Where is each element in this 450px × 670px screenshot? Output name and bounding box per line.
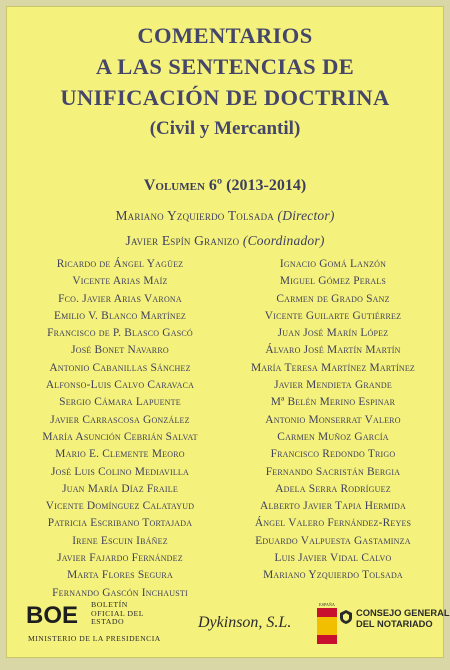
notary-line: CONSEJO GENERAL [356, 608, 450, 618]
author-name: Patricia Escribano Tortajada [47, 517, 193, 530]
book-cover [6, 6, 450, 658]
author-name: Francisco Redondo Trigo [270, 448, 396, 461]
author-name: Juan María Díaz Fraile [62, 482, 178, 495]
volume-label: Volumen 6º (2013-2014) [143, 177, 307, 194]
author-name: Javier Fajardo Fernández [57, 552, 183, 565]
spain-flag-icon [316, 602, 336, 644]
title-line-3: UNIFICACIÓN DE DOCTRINA [60, 85, 390, 110]
director-role: (Director) [277, 208, 335, 223]
author-name: Alberto Javier Tapia Hermida [260, 500, 406, 513]
author-name: Álvaro José Martín Martín [265, 344, 401, 357]
author-name: Adela Serra Rodríguez [275, 482, 391, 495]
author-name: María Teresa Martínez Martínez [250, 361, 416, 374]
author-name: Fernando Sacristán Bergia [265, 465, 401, 478]
coordinator-credit [6, 233, 444, 249]
title-line-2: A LAS SENTENCIAS DE [95, 54, 355, 79]
author-name: Marta Flores Segura [67, 569, 173, 582]
author-name: Alfonso-Luis Calvo Caravaca [45, 379, 195, 392]
notary-seal-icon [340, 610, 352, 624]
author-name: Javier Mendieta Grande [274, 379, 392, 392]
author-name: Emilio V. Blanco Martínez [53, 309, 187, 322]
flag-stripes [317, 608, 337, 644]
boe-line: BOLETÍN [91, 600, 128, 609]
director-credit [6, 208, 444, 224]
author-name: Vicente Domínguez Calatayud [45, 500, 195, 513]
flag-word: ESPAÑA [319, 602, 335, 607]
boe-line: ESTADO [91, 617, 125, 627]
author-name: Antonio Cabanillas Sánchez [49, 361, 191, 374]
author-name: Vicente Arias Maíz [72, 275, 168, 288]
author-name: Ricardo de Ángel Yagüez [56, 258, 184, 270]
author-name: María Asunción Cebrián Salvat [42, 430, 198, 443]
author-name: Juan José Marín López [277, 327, 389, 340]
ministry-label: MINISTERIO DE LA PRESIDENCIA [28, 634, 161, 643]
author-name: Ángel Valero Fernández-Reyes [254, 517, 412, 530]
author-name: José Bonet Navarro [71, 344, 169, 357]
author-name: Mariano Yzquierdo Tolsada [263, 569, 403, 582]
coordinator-name: Javier Espín Granizo [125, 233, 240, 248]
author-name: Antonio Monserrat Valero [265, 413, 401, 426]
publisher-logo: Dykinson, S.L. [198, 614, 292, 631]
author-name: Carmen de Grado Sanz [276, 292, 390, 305]
boe-logo [26, 602, 86, 626]
director-name: Mariano Yzquierdo Tolsada [115, 208, 274, 223]
notary-name [356, 608, 450, 629]
author-name: Miguel Gómez Perals [279, 275, 387, 288]
book-title [6, 20, 444, 142]
author-name: Eduardo Valpuesta Gastaminza [255, 534, 411, 547]
authors-column-left [6, 256, 234, 602]
title-line-1: COMENTARIOS [137, 23, 313, 48]
boe-line: OFICIAL DEL [91, 608, 145, 618]
author-name: Carmen Muñoz García [277, 430, 389, 443]
book-subtitle: (Civil y Mercantil) [149, 118, 301, 139]
author-name: Mª Belén Merino Espinar [270, 396, 396, 409]
author-name: José Luis Colino Mediavilla [50, 465, 189, 478]
boe-logo-text: BOE [26, 602, 79, 626]
author-name: Fernando Gascón Inchausti [52, 586, 188, 599]
notary-line: DEL NOTARIADO [356, 618, 433, 629]
author-name: Javier Carrascosa González [50, 413, 190, 426]
author-name: Vicente Guilarte Gutiérrez [264, 309, 402, 322]
author-name: Fco. Javier Arias Varona [58, 292, 182, 305]
author-name: Francisco de P. Blasco Gascó [47, 327, 193, 340]
author-name: Ignacio Gomá Lanzón [279, 258, 387, 270]
publisher-logos [6, 594, 450, 654]
authors-column-right [230, 256, 436, 585]
author-name: Mario E. Clemente Meoro [55, 448, 185, 461]
coordinator-role: (Coordinador) [242, 233, 325, 248]
author-name: Luis Javier Vidal Calvo [274, 552, 392, 565]
author-name: Irene Escuin Ibáñez [72, 534, 168, 547]
author-name: Sergio Cámara Lapuente [59, 396, 181, 409]
boe-name [91, 601, 144, 627]
